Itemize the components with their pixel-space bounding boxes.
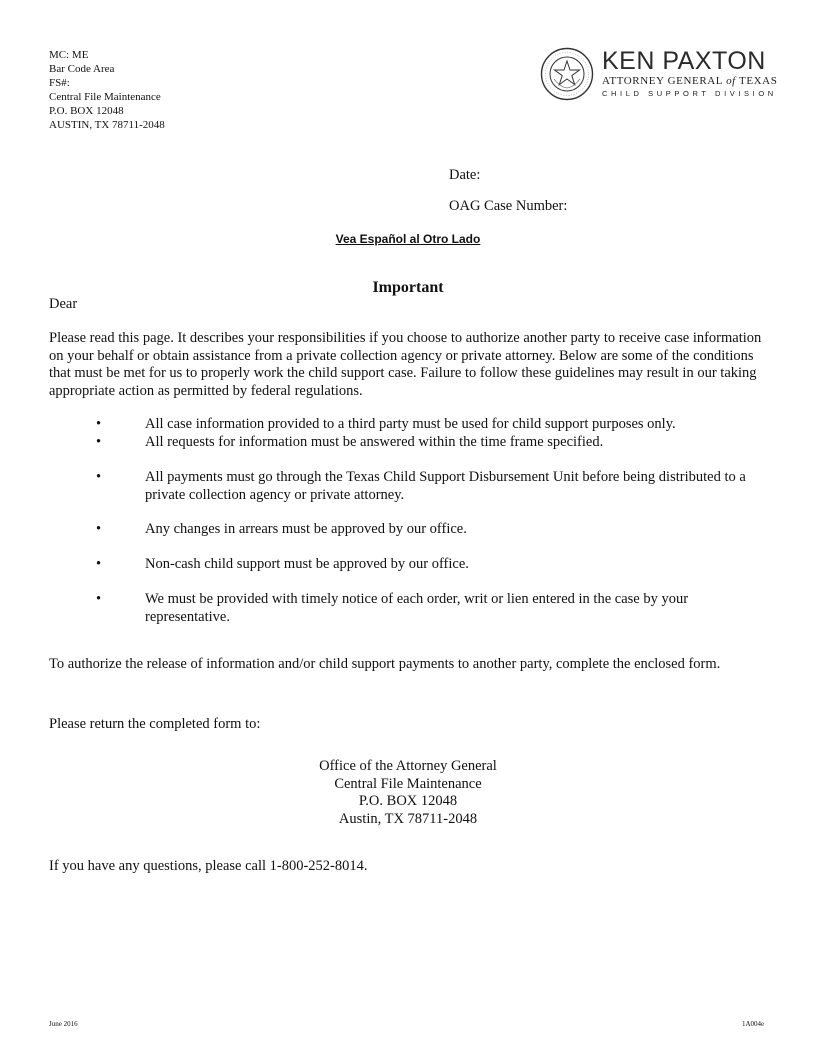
list-item: We must be provided with timely notice of each order, writ or lien entered in the case by your representative.	[145, 591, 689, 625]
mailer-line: AUSTIN, TX 78711-2048	[49, 119, 165, 131]
list-item: All payments must go through the Texas Child Support Disbursement Unit before being distributed to a private collection agency or private attorney.	[145, 469, 746, 503]
mailer-line: Bar Code Area	[49, 63, 115, 75]
contact-phone-note: If you have any questions, please call 1-800-252-8014.	[49, 858, 368, 874]
letter-title: Important	[372, 279, 444, 296]
bullet-marker: •	[96, 416, 102, 432]
bullet-marker: •	[96, 434, 102, 450]
address-line: P.O. BOX 12048	[358, 793, 458, 809]
list-item: Any changes in arrears must be approved by our office.	[145, 521, 467, 537]
authorize-instructions: To authorize the release of information and/or child support payments to another party, complete the enclosed form.	[49, 656, 721, 672]
logo-title: ATTORNEY GENERAL of TEXAS	[602, 75, 778, 87]
intro-paragraph: Please read this page. It describes your responsibilities if you choose to authorize another party to receive case information on your behalf or obtain assistance from a private collection agency or private attorney. Below are some of the conditions that must be met for us to properly work the child support case. Failure to follow these guidelines may result in our taking appropriate action as permitted by federal regulations.	[49, 330, 762, 399]
return-label: Please return the completed form to:	[49, 716, 261, 732]
mailer-line: FS#:	[49, 77, 70, 89]
attorney-general-seal-icon	[540, 47, 594, 101]
footer-date: June 2016	[49, 1020, 78, 1028]
list-item: Non-cash child support must be approved by our office.	[145, 556, 469, 572]
mailer-line: Central File Maintenance	[49, 91, 161, 103]
agency-logo	[540, 47, 778, 103]
mailer-address-block	[49, 48, 165, 132]
address-line: Central File Maintenance	[334, 775, 482, 792]
footer-form-code: 1A004e	[742, 1020, 765, 1028]
bullet-marker: •	[96, 591, 102, 607]
list-item: All case information provided to a third party must be used for child support purposes only.	[145, 416, 676, 432]
date-label: Date:	[449, 167, 481, 183]
salutation: Dear	[49, 296, 78, 312]
mailer-line: P.O. BOX 12048	[49, 105, 124, 117]
return-address	[0, 758, 816, 828]
logo-division: CHILD SUPPORT DIVISION	[602, 89, 777, 98]
address-line: Austin, TX 78711-2048	[338, 810, 478, 827]
case-number-label: OAG Case Number:	[449, 198, 568, 214]
address-line: Office of the Attorney General	[319, 758, 497, 774]
mailer-line: MC: ME	[49, 49, 89, 61]
spanish-version-link[interactable]: Vea Español al Otro Lado	[335, 232, 481, 246]
bullet-marker: •	[96, 556, 102, 572]
bullet-marker: •	[96, 521, 102, 537]
logo-name: KEN PAXTON	[602, 47, 766, 75]
list-item: All requests for information must be answered within the time frame specified.	[145, 434, 604, 450]
bullet-marker: •	[96, 469, 102, 485]
